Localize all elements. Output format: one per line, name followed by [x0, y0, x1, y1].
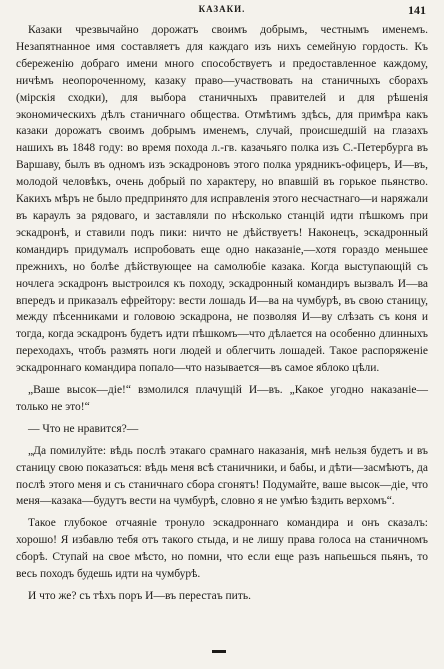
- footer-mark: [212, 650, 226, 653]
- running-title: КАЗАКИ.: [198, 4, 246, 14]
- paragraph: — Что не нравится?—: [28, 422, 139, 435]
- paragraph: Такое глубокое отчаяніе тронуло эскадроннаго командира и онъ сказалъ: хорошо! Я избавлю тебя отъ такого стыда, и не лишу права голоса на станичномъ сборѣ. Ступай на свое мѣсто, но помни, что если еще разъ напьешься пьянъ, то весь походъ будешь идти на чумбурѣ.: [16, 517, 428, 581]
- page-header: [16, 4, 428, 20]
- page-number: 141: [408, 3, 426, 17]
- paragraph: Казаки чрезвычайно дорожатъ своимъ добрымъ, честнымъ именемъ. Незапятнанное имя составляетъ для каждаго изъ нихъ семейную гордость. Къ сбереженію добраго имени много способствуетъ и предоставленное каждому, ничѣмъ неопороченному, казаку право—участвовать на станичныхъ сборахъ (мірскія сходки), для выбора станичныхъ правителей и для рѣшенія экономическихъ дѣлъ станичнаго общества. Отмѣтимъ здѣсь, для примѣра какъ казаки дорожатъ своимъ добрымъ именемъ, случай, происшедшій на глазахъ нашихъ въ 1848 году: во время похода л.-гв. казачьяго полка изъ С.-Петербурга въ Варшаву, былъ въ одномъ изъ эскадроновъ этого полка урядникъ-офицеръ, И—въ, молодой человѣкъ, очень добрый по характеру, но впавшій въ горькое пьянство. Какихъ мѣръ не было предпринято для исправленія этого несчастнаго—и наряжали въ караулъ за рядоваго, и заставляли по нѣсколько станцій идти пѣшкомъ при эскадронѣ, и ставили подъ пики: ничто не дѣйствуетъ! Наконецъ, эскадронный командиръ придумалъ испробовать еще одно наказаніе,—хотя гораздо меньшее прежнихъ, но болѣе дѣйствующее на самолюбіе казака. Когда выступающій съ ночлега эскадронъ выстроился къ походу, эскадронный командиръ вызвалъ И—ва впередъ и приказалъ ефрейтору: вести лошадь И—ва на чумбурѣ, въ свою станицу, между пѣсенниками и головою эскадрона, не позволяя И—ву слѣзать съ коня и тогда, когда эскадронъ будетъ идти пѣшкомъ—что дѣлается на особенно длинныхъ переходахъ, чтобъ размять ноги людей и облегчить лошадей. Такое распоряженіе эскадроннаго командира попало—что называется—въ самое яблоко цѣли.: [16, 24, 428, 375]
- body-text: [16, 22, 428, 610]
- paragraph: „Да помилуйте: вѣдь послѣ этакаго срамнаго наказанія, мнѣ нельзя будетъ и въ станицу свою показаться: вѣдь меня всѣ станичники, и бабы, и дѣти—засмѣютъ, да послѣ этого меня и съ станичнаго сбора сгонятъ! Подумайте, ваше высок—діе, что меня—казака—будутъ вести на чумбурѣ, словно я не умѣю ѣздить верхомъ“.: [16, 444, 428, 508]
- paragraph: „Ваше высок—діе!“ взмолился плачущій И—въ. „Какое угодно наказаніе—только не это!“: [16, 384, 428, 413]
- paragraph: И что же? съ тѣхъ поръ И—въ перестаъ пить.: [28, 590, 251, 602]
